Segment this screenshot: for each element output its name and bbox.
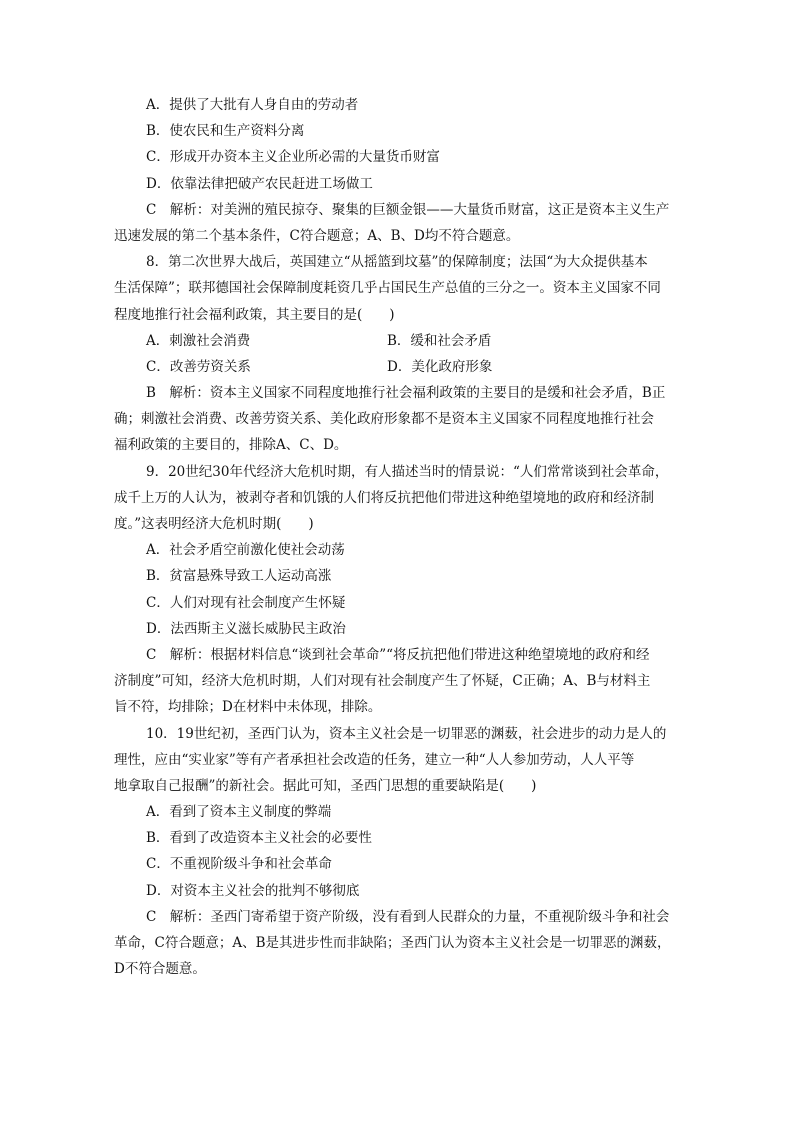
question-9 bbox=[114, 459, 684, 721]
option-d: D．美化政府形象 bbox=[387, 358, 493, 375]
option-d: D．法西斯主义滋长威胁民主政治 bbox=[146, 620, 346, 637]
option-a: A．社会矛盾空前激化使社会动荡 bbox=[146, 542, 345, 559]
analysis-line: C 解析：对美洲的殖民掠夺、聚集的巨额金银——大量货币财富，这正是资本主义生产 bbox=[146, 201, 670, 218]
question-stem: 10．19世纪初，圣西门认为，资本主义社会是一切罪恶的渊薮，社会进步的动力是人的 bbox=[146, 725, 667, 742]
options-row bbox=[114, 328, 684, 354]
option-c: C．改善劳资关系 bbox=[146, 358, 251, 375]
option-d: D．对资本主义社会的批判不够彻底 bbox=[146, 882, 360, 899]
question-stem: 程度地推行社会福利政策，其主要目的是( ) bbox=[114, 306, 395, 323]
analysis-line: D不符合题意。 bbox=[114, 961, 206, 978]
question-stem: 度。”这表明经济大危机时期( ) bbox=[114, 516, 314, 532]
option-a: A．提供了大批有人身自由的劳动者 bbox=[146, 97, 359, 113]
option-b: B．贫富悬殊导致工人运动高涨 bbox=[146, 568, 332, 585]
analysis-line: 旨不符，均排除；D在材料中未体现，排除。 bbox=[114, 699, 382, 716]
option-b: B．缓和社会矛盾 bbox=[387, 332, 492, 349]
option-a: A．刺激社会消费 bbox=[146, 332, 251, 349]
option-c: C．人们对现有社会制度产生怀疑 bbox=[146, 594, 346, 611]
question-stem: 生活保障”；联邦德国社会保障制度耗资几乎占国民生产总值的三分之一。资本主义国家不同 bbox=[114, 280, 661, 297]
question-10 bbox=[114, 721, 684, 983]
analysis-line: B 解析：资本主义国家不同程度地推行社会福利政策的主要目的是缓和社会矛盾，B正 bbox=[146, 385, 666, 402]
analysis-line: C 解析：根据材料信息“谈到社会革命”“将反抗把他们带进这种绝望境地的政府和经 bbox=[146, 646, 650, 663]
options-row bbox=[114, 354, 684, 380]
analysis-line: 确；刺激社会消费、改善劳资关系、美化政府形象都不是资本主义国家不同程度地推行社会 bbox=[114, 411, 654, 428]
document-content bbox=[114, 92, 684, 982]
option-d: D．依靠法律把破产农民赶进工场做工 bbox=[146, 175, 373, 192]
option-b: B．使农民和生产资料分离 bbox=[146, 123, 305, 140]
analysis-line: 革命，C符合题意；A、B是其进步性而非缺陷；圣西门认为资本主义社会是一切罪恶的渊薮， bbox=[114, 935, 671, 951]
analysis-line: 福利政策的主要目的，排除A、C、D。 bbox=[114, 437, 348, 454]
option-a: A．看到了资本主义制度的弊端 bbox=[146, 804, 332, 821]
question-stem: 地拿取自己报酬”的新社会。据此可知，圣西门思想的重要缺陷是( ) bbox=[114, 777, 537, 794]
question-8 bbox=[114, 249, 684, 459]
option-c: C．不重视阶级斗争和社会革命 bbox=[146, 856, 332, 873]
analysis-line: 迅速发展的第二个基本条件，C符合题意；A、B、D均不符合题意。 bbox=[114, 227, 520, 244]
question-stem: 9．20世纪30年代经济大危机时期，有人描述当时的情景说：“人们常常谈到社会革命， bbox=[146, 463, 669, 480]
option-c: C．形成开办资本主义企业所必需的大量货币财富 bbox=[146, 149, 440, 166]
analysis-line: C 解析：圣西门寄希望于资产阶级，没有看到人民群众的力量，不重视阶级斗争和社会 bbox=[146, 908, 670, 925]
analysis-line: 济制度”可知，经济大危机时期，人们对现有社会制度产生了怀疑，C正确；A、B与材料主 bbox=[114, 673, 651, 690]
question-stem: 成千上万的人认为，被剥夺者和饥饿的人们将反抗把他们带进这种绝望境地的政府和经济制 bbox=[114, 489, 654, 506]
question-7 bbox=[114, 92, 684, 249]
question-stem: 理性，应由“实业家”等有产者承担社会改造的任务，建立一种“人人参加劳动，人人平等 bbox=[114, 751, 635, 768]
option-b: B．看到了改造资本主义社会的必要性 bbox=[146, 830, 372, 847]
question-stem: 8．第二次世界大战后，英国建立“从摇篮到坟墓”的保障制度；法国“为大众提供基本 bbox=[146, 254, 648, 271]
